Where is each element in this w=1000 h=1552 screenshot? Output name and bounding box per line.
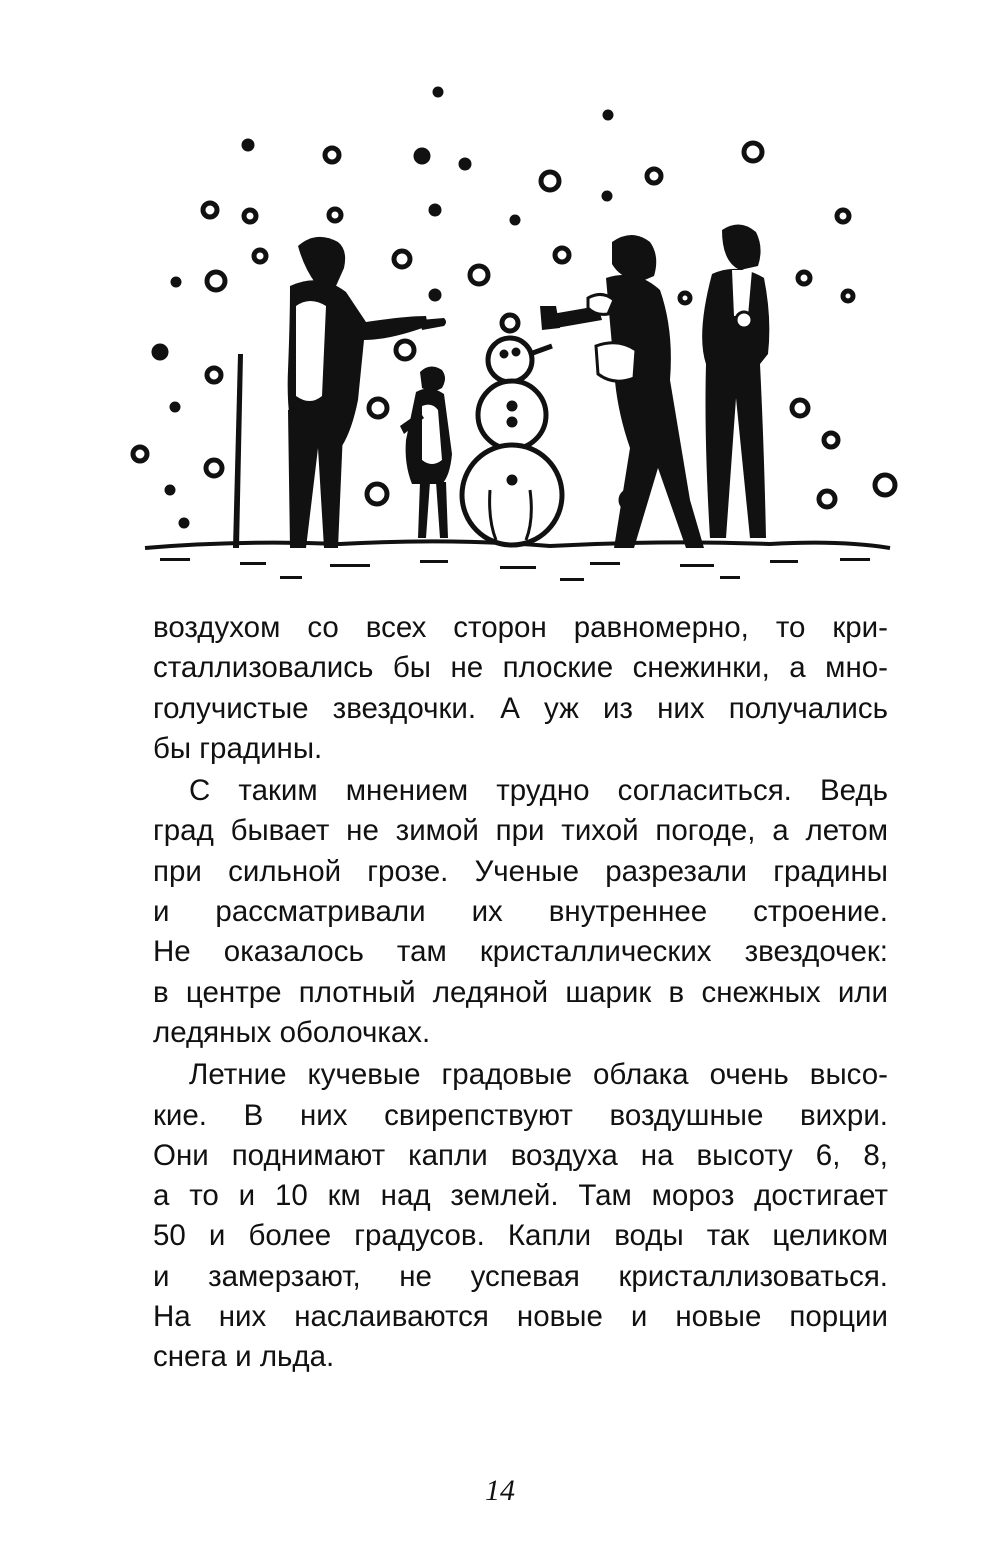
page-number: 14: [485, 1474, 515, 1507]
child-figure: [400, 366, 452, 538]
text-line: воздухом со всех сторон равномерно, то кри-: [153, 611, 888, 644]
text-line: Летние кучевые градовые облака очень высо-: [189, 1058, 888, 1092]
text-line: бы градины.: [153, 731, 323, 765]
winter-scene-illustration: [120, 70, 900, 590]
text-line: С таким мнением трудно согласиться. Ведь: [189, 774, 888, 808]
paragraph-1: [153, 608, 888, 769]
text-line: и рассматривали их внутреннее строение.: [153, 895, 888, 929]
text-line: сталлизовались бы не плоские снежинки, а мно-: [153, 651, 888, 685]
woman-figure: [540, 235, 704, 548]
text-line: На них наслаиваются новые и новые порции: [153, 1300, 888, 1334]
text-line: кие. В них свирепствуют воздушные вихри.: [153, 1098, 888, 1132]
text-line: голучистые звездочки. А уж из них получались: [153, 691, 888, 725]
text-line: в центре плотный ледяной шарик в снежных или: [153, 975, 888, 1009]
text-line: град бывает не зимой при тихой погоде, а летом: [153, 814, 888, 848]
snowman-figure: [462, 338, 562, 545]
text-line: а то и 10 км над землей. Там мороз достигает: [153, 1179, 888, 1213]
text-line: Они поднимают капли воздуха на высоту 6, 8,: [153, 1138, 888, 1172]
paragraph-2: [153, 771, 888, 1053]
teen-figure: [702, 224, 769, 538]
text-line: ледяных оболочках.: [153, 1015, 431, 1049]
text-line: 50 и более градусов. Капли воды так целиком: [153, 1219, 888, 1253]
paragraph-3: [153, 1055, 888, 1377]
old-man-figure: [233, 237, 446, 548]
body-text: [153, 608, 888, 1378]
text-line: Не оказалось там кристаллических звездочек:: [153, 935, 888, 969]
text-line: снега и льда.: [153, 1340, 335, 1374]
text-line: и замерзают, не успевая кристаллизоваться.: [153, 1259, 888, 1293]
text-line: при сильной грозе. Ученые разрезали градины: [153, 854, 888, 888]
